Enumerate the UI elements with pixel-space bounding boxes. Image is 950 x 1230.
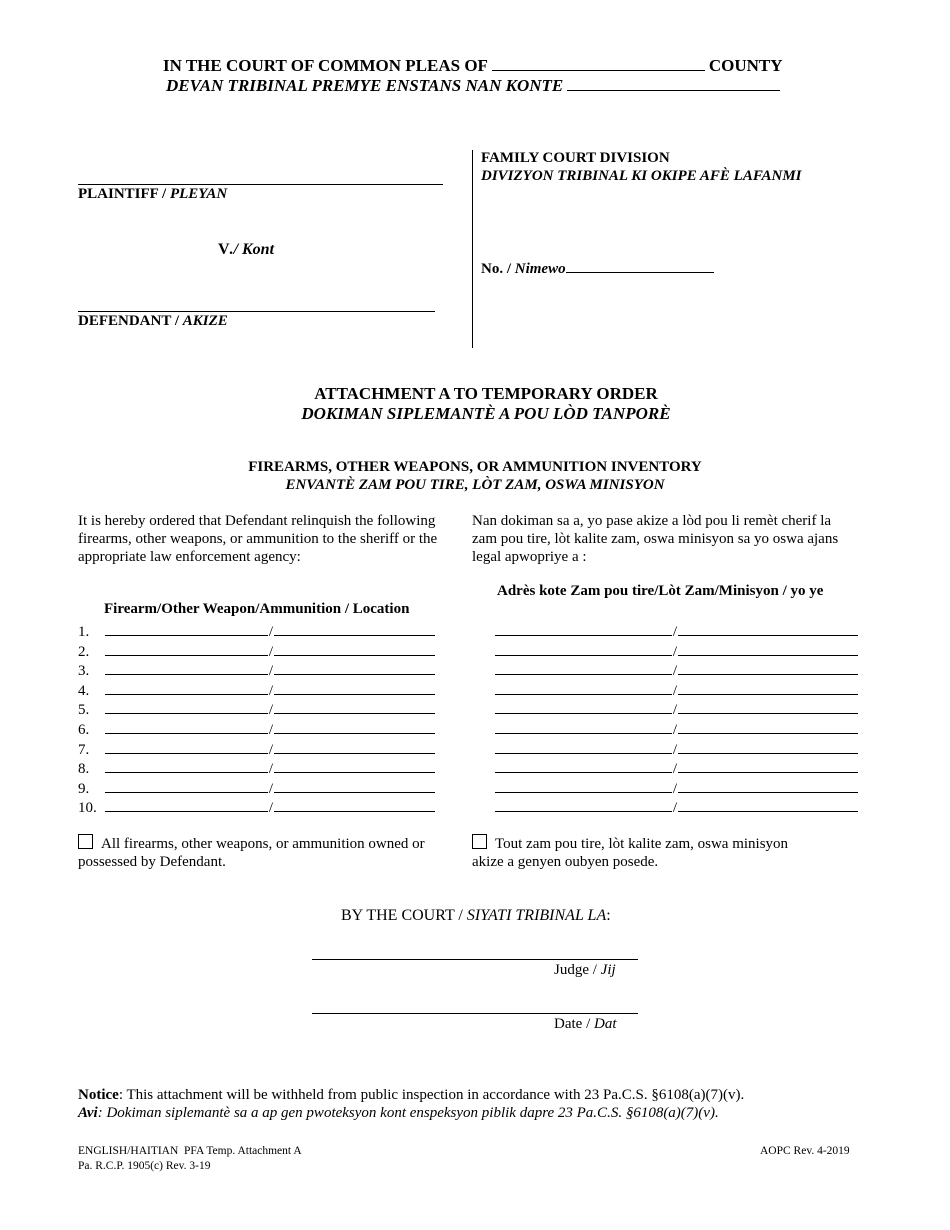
row-number: 10. bbox=[78, 800, 97, 816]
location-field[interactable] bbox=[274, 699, 435, 714]
separator: / bbox=[268, 742, 274, 758]
title-ht: DOKIMAN SIPLEMANTÈ A POU LÒD TANPORÈ bbox=[301, 404, 671, 423]
separator: / bbox=[672, 722, 678, 738]
item-field[interactable] bbox=[105, 621, 268, 636]
location-field[interactable] bbox=[274, 621, 435, 636]
plaintiff-label: PLAINTIFF / PLEYAN bbox=[78, 186, 228, 202]
division-en: FAMILY COURT DIVISION bbox=[481, 150, 670, 166]
all-weapons-checkbox-en[interactable] bbox=[78, 834, 93, 849]
item-field[interactable] bbox=[105, 739, 268, 754]
separator: / bbox=[672, 663, 678, 679]
row-number: 3. bbox=[78, 663, 90, 679]
row-number: 1. bbox=[78, 624, 90, 640]
title-en: ATTACHMENT A TO TEMPORARY ORDER bbox=[314, 384, 658, 403]
location-field[interactable] bbox=[678, 699, 858, 714]
item-field[interactable] bbox=[105, 641, 268, 656]
row-number: 2. bbox=[78, 644, 90, 660]
judge-label: Judge / Jij bbox=[554, 962, 616, 978]
row-number: 7. bbox=[78, 742, 90, 758]
subtitle-en: FIREARMS, OTHER WEAPONS, OR AMMUNITION INVENTORY bbox=[248, 459, 702, 475]
separator: / bbox=[672, 800, 678, 816]
row-number: 4. bbox=[78, 683, 90, 699]
location-field[interactable] bbox=[678, 778, 858, 793]
inventory-row-en bbox=[78, 797, 435, 817]
separator: / bbox=[268, 644, 274, 660]
location-field[interactable] bbox=[678, 758, 858, 773]
inventory-row-en bbox=[78, 641, 435, 661]
order-text-en: It is hereby ordered that Defendant relinquish the following firearms, other weapons, or ammunition to the sheriff or the appropriate law enforcement agency: bbox=[78, 513, 438, 565]
separator: / bbox=[672, 644, 678, 660]
location-field[interactable] bbox=[678, 719, 858, 734]
separator: / bbox=[672, 702, 678, 718]
item-field[interactable] bbox=[495, 621, 672, 636]
location-field[interactable] bbox=[274, 778, 435, 793]
inventory-heading-ht: Adrès kote Zam pou tire/Lòt Zam/Minisyon / yo ye bbox=[497, 583, 824, 599]
inventory-row-ht bbox=[495, 758, 858, 778]
inventory-row-ht bbox=[495, 680, 858, 700]
item-field[interactable] bbox=[105, 719, 268, 734]
row-number: 8. bbox=[78, 761, 90, 777]
court-header-en: IN THE COURT OF COMMON PLEAS OF COUNTY bbox=[163, 56, 783, 75]
item-field[interactable] bbox=[495, 641, 672, 656]
separator: / bbox=[268, 702, 274, 718]
inventory-row-ht bbox=[495, 778, 858, 798]
case-number: No. / Nimewo bbox=[481, 259, 714, 278]
footer-form-name: ENGLISH/HAITIAN PFA Temp. Attachment A bbox=[78, 1145, 302, 1157]
inventory-row-en bbox=[78, 680, 435, 700]
order-text-ht: Nan dokiman sa a, yo pase akize a lòd pou li remèt cherif la zam pou tire, lòt kalite zam, oswa minisyon sa yo oswa ajans legal apwopriye a : bbox=[472, 513, 839, 565]
item-field[interactable] bbox=[495, 778, 672, 793]
separator: / bbox=[268, 781, 274, 797]
county-field[interactable] bbox=[492, 56, 705, 71]
inventory-row-en bbox=[78, 621, 435, 641]
inventory-row-ht bbox=[495, 621, 858, 641]
notice-en: Notice: This attachment will be withheld from public inspection in accordance with 23 Pa.C.S. §6108(a)(7)(v). bbox=[78, 1087, 745, 1103]
item-field[interactable] bbox=[105, 699, 268, 714]
inventory-row-en bbox=[78, 778, 435, 798]
item-field[interactable] bbox=[495, 719, 672, 734]
row-number: 5. bbox=[78, 702, 90, 718]
inventory-row-en bbox=[78, 660, 435, 680]
item-field[interactable] bbox=[105, 680, 268, 695]
row-number: 9. bbox=[78, 781, 90, 797]
date-label: Date / Dat bbox=[554, 1016, 617, 1032]
court-header-ht: DEVAN TRIBINAL PREMYE ENSTANS NAN KONTE bbox=[166, 76, 780, 96]
separator: / bbox=[268, 663, 274, 679]
inventory-row-ht bbox=[495, 699, 858, 719]
inventory-row-ht bbox=[495, 641, 858, 661]
inventory-row-ht bbox=[495, 660, 858, 680]
all-weapons-option-en: All firearms, other weapons, or ammunition owned or possessed by Defendant. bbox=[78, 836, 425, 870]
separator: / bbox=[268, 624, 274, 640]
footer-rule: Pa. R.C.P. 1905(c) Rev. 3-19 bbox=[78, 1160, 211, 1172]
separator: / bbox=[268, 800, 274, 816]
item-field[interactable] bbox=[105, 778, 268, 793]
location-field[interactable] bbox=[274, 797, 435, 812]
caption-divider bbox=[472, 150, 473, 348]
item-field[interactable] bbox=[495, 660, 672, 675]
separator: / bbox=[268, 722, 274, 738]
item-field[interactable] bbox=[105, 758, 268, 773]
separator: / bbox=[672, 761, 678, 777]
inventory-row-en bbox=[78, 739, 435, 759]
konte-field[interactable] bbox=[567, 76, 780, 91]
location-field[interactable] bbox=[274, 739, 435, 754]
row-number: 6. bbox=[78, 722, 90, 738]
item-field[interactable] bbox=[495, 797, 672, 812]
location-field[interactable] bbox=[274, 660, 435, 675]
subtitle-ht: ENVANTÈ ZAM POU TIRE, LÒT ZAM, OSWA MINISYON bbox=[285, 477, 665, 493]
item-field[interactable] bbox=[495, 739, 672, 754]
case-number-field[interactable] bbox=[566, 259, 714, 273]
separator: / bbox=[672, 742, 678, 758]
item-field[interactable] bbox=[105, 797, 268, 812]
all-weapons-checkbox-ht[interactable] bbox=[472, 834, 487, 849]
all-weapons-option-ht: Tout zam pou tire, lòt kalite zam, oswa minisyon akize a genyen oubyen posede. bbox=[472, 836, 789, 870]
inventory-row-ht bbox=[495, 739, 858, 759]
inventory-row-en bbox=[78, 758, 435, 778]
judge-signature-line[interactable] bbox=[312, 959, 638, 960]
defendant-label: DEFENDANT / AKIZE bbox=[78, 313, 228, 329]
location-field[interactable] bbox=[274, 719, 435, 734]
separator: / bbox=[672, 781, 678, 797]
location-field[interactable] bbox=[678, 641, 858, 656]
versus-label: V./ Kont bbox=[218, 241, 275, 258]
date-line[interactable] bbox=[312, 1013, 638, 1014]
defendant-line[interactable] bbox=[78, 311, 435, 312]
item-field[interactable] bbox=[495, 699, 672, 714]
notice-ht: Avi: Dokiman siplemantè sa a ap gen pwoteksyon kont enspeksyon piblik dapre 23 Pa.C.S. §6108(a)(7)(v). bbox=[78, 1105, 719, 1121]
location-field[interactable] bbox=[678, 739, 858, 754]
location-field[interactable] bbox=[678, 797, 858, 812]
location-field[interactable] bbox=[274, 680, 435, 695]
item-field[interactable] bbox=[105, 660, 268, 675]
separator: / bbox=[268, 683, 274, 699]
location-field[interactable] bbox=[678, 621, 858, 636]
inventory-heading-en: Firearm/Other Weapon/Ammunition / Location bbox=[104, 601, 410, 617]
inventory-row-ht bbox=[495, 719, 858, 739]
item-field[interactable] bbox=[495, 758, 672, 773]
inventory-row-en bbox=[78, 719, 435, 739]
location-field[interactable] bbox=[274, 758, 435, 773]
inventory-row-ht bbox=[495, 797, 858, 817]
inventory-row-en bbox=[78, 699, 435, 719]
location-field[interactable] bbox=[678, 660, 858, 675]
plaintiff-line[interactable] bbox=[78, 184, 443, 185]
location-field[interactable] bbox=[274, 641, 435, 656]
separator: / bbox=[268, 761, 274, 777]
footer-revision: AOPC Rev. 4-2019 bbox=[760, 1145, 850, 1157]
by-the-court: BY THE COURT / SIYATI TRIBINAL LA: bbox=[341, 907, 611, 924]
item-field[interactable] bbox=[495, 680, 672, 695]
division-ht: DIVIZYON TRIBINAL KI OKIPE AFÈ LAFANMI bbox=[481, 168, 802, 184]
location-field[interactable] bbox=[678, 680, 858, 695]
separator: / bbox=[672, 683, 678, 699]
separator: / bbox=[672, 624, 678, 640]
